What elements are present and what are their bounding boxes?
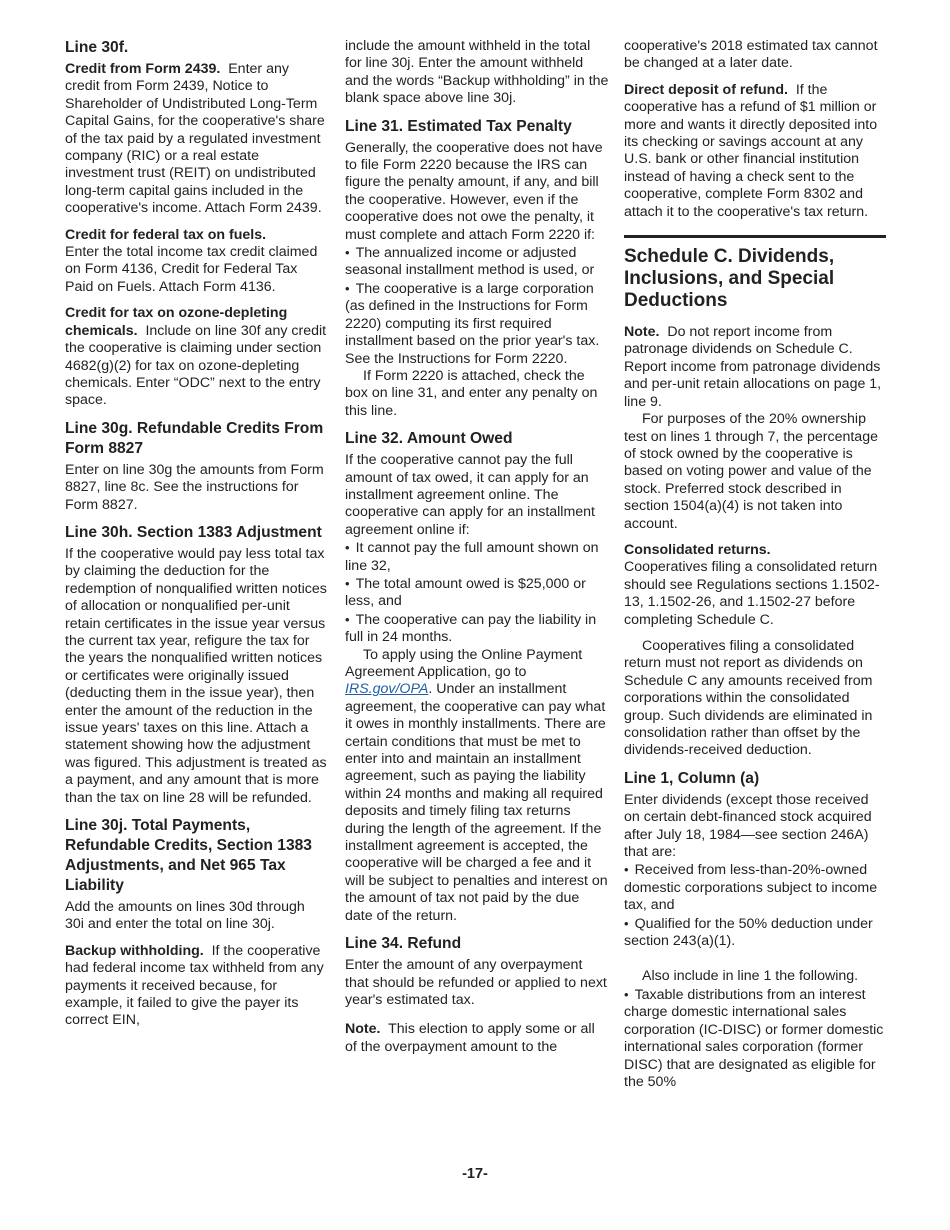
column-3 — [624, 38, 886, 1091]
section-divider — [624, 235, 886, 238]
paragraph-text: Enter the total income tax credit claimed on Form 4136, Credit for Federal Tax Paid on Fuels. Attach Form 4136. — [65, 244, 318, 295]
run-in-heading: Credit for federal tax on fuels. — [65, 226, 267, 243]
run-in-heading: Credit from Form 2439. — [65, 61, 221, 77]
paragraph-estimated-tax: cooperative's 2018 estimated tax cannot be changed at a later date. — [624, 38, 878, 72]
paragraph-consolidated — [624, 542, 886, 629]
paragraph-text: If the cooperative has a refund of $1 million or more and wants it directly deposited into its checking or savings account at any U.S. bank or other financial institution instead of having a check sent to the cooperative, complete Form 8302 and attach it to the cooperative's tax return. — [624, 81, 878, 220]
paragraph-text: To apply using the Online Payment Agreement Application, go to — [345, 646, 583, 680]
heading-line-30h: Line 30h. Section 1383 Adjustment — [65, 523, 322, 541]
paragraph-ozone — [65, 305, 327, 409]
paragraph-form-2220: Generally, the cooperative does not have to file Form 2220 because the IRS can figure the penalty amount, if any, and bill the cooperative. However, even if the cooperative does not owe the penalty, it must complete and attach Form 2220 if: — [345, 139, 603, 243]
run-in-heading: Backup withholding. — [65, 942, 204, 959]
heading-line-1-column-a: Line 1, Column (a) — [624, 769, 760, 787]
bullet-pay-24-months: • The cooperative can pay the liability in full in 24 months. — [345, 611, 609, 647]
heading-line-34: Line 34. Refund — [345, 935, 462, 953]
paragraph-text: Enter any credit from Form 2439, Notice to Shareholder of Undistributed Long-Term Capital Gains, for the cooperative's share of the tax paid by a regulated investment company (RIC) or a real estate investment trust (REIT) on undistributed long-term capital gains included in the cooperative's income. Attach Form 2439. — [65, 61, 325, 217]
paragraph-text: Cooperatives filing a consolidated return should see Regulations sections 1.1502-13, 1.1502-26, and 1.1502-27 before completing Schedule C. — [624, 559, 880, 628]
run-in-heading: Note. — [624, 324, 660, 341]
paragraph-note-election — [345, 1021, 609, 1056]
run-in-heading: Direct deposit of refund. — [624, 81, 788, 98]
heading-line-30j: Line 30j. Total Payments, Refundable Credits, Section 1383 Adjustments, and Net 965 Tax Liability — [65, 817, 312, 895]
paragraph-enter-dividends: Enter dividends (except those received on certain debt-financed stock acquired after July 18, 1984—see section 246A) that are: — [624, 791, 872, 861]
irs-opa-link[interactable]: IRS.gov/OPA — [345, 681, 429, 698]
paragraph-form-8827: Enter on line 30g the amounts from Form 8827, line 8c. See the instructions for Form 8827. — [65, 461, 324, 513]
paragraph-fuels — [65, 227, 327, 297]
column-2 — [345, 38, 609, 1056]
paragraph-text: This election to apply some or all of the overpayment amount to the — [345, 1021, 595, 1055]
bullet-less-than-20: • Received from less-than-20%-owned domestic corporations subject to income tax, and — [624, 861, 886, 914]
column-1 — [65, 38, 327, 1030]
paragraph-text: . Under an installment agreement, the cooperative can pay what it owes in monthly installments. There are certain conditions that must be met to enter into and maintain an installment agreement, such as paying the liability within 24 months and making all required deposits and timely filing tax returns during the length of the agreement. If the installment agreement is accepted, the cooperative will be charged a fee and it will be subject to penalties and interest on the amount of tax not paid by the due date of the return. — [345, 681, 608, 924]
bullet-large-corporation: • The cooperative is a large corporation (as defined in the Instructions for Form 2220) computing its first required installment based on the prior year's tax. See the Instructions for Form 2220. — [345, 280, 609, 368]
paragraph-text: Include on line 30f any credit the cooperative is claiming under section 4682(g)(2) for tax on ozone-depleting chemicals. Enter “ODC” next to the entry space. — [65, 322, 327, 409]
paragraph-amount-owed: If the cooperative cannot pay the full amount of tax owed, it can apply for an installment agreement online. The cooperative can apply for an installment agreement online if: — [345, 452, 595, 538]
paragraph-online-payment — [345, 647, 609, 926]
bullet-annualized: • The annualized income or adjusted seasonal installment method is used, or — [345, 244, 609, 280]
run-in-heading: Credit for tax on ozone-depleting chemicals. — [65, 305, 288, 339]
run-in-heading: Note. — [345, 1021, 381, 1038]
heading-line-31: Line 31. Estimated Tax Penalty — [345, 117, 572, 135]
bullet-cannot-pay: • It cannot pay the full amount shown on line 32, — [345, 539, 609, 575]
paragraph-section-1383: If the cooperative would pay less total tax by claiming the deduction for the redemption of nonqualified written notices of allocation or nonqualified per-unit retain certificates in the issue year versus the current tax year, refigure the tax for the years the nonqualified written notices or certificates were originally issued (deducting them in the issue year), then enter the amount of the reduction in the issue years' taxes on this line. Attach a statement showing how the adjustment was figured. This adjustment is treated as a payment, and any amount that is more than the tax on line 28 will be refunded. — [65, 545, 327, 806]
paragraph-form-2439 — [65, 61, 327, 218]
paragraph-refund: Enter the amount of any overpayment that should be refunded or applied to next year's estimated tax. — [345, 957, 607, 1008]
run-in-heading: Consolidated returns. — [624, 541, 771, 558]
page-number: -17- — [462, 1166, 488, 1182]
heading-line-30f: Line 30f. — [65, 39, 129, 56]
paragraph-note-patronage — [624, 324, 886, 411]
paragraph-also-include: Also include in line 1 the following. — [642, 968, 859, 985]
paragraph-text: Do not report income from patronage dividends on Schedule C. Report income from patronage dividends and per-unit retain allocations on page 1, line 9. — [624, 324, 882, 410]
paragraph-check-box: If Form 2220 is attached, check the box on line 31, and enter any penalty on this line. — [345, 367, 598, 419]
heading-line-30g: Line 30g. Refundable Credits From Form 8827 — [65, 419, 324, 457]
bullet-total-owed: • The total amount owed is $25,000 or less, and — [345, 575, 609, 611]
bullet-qualified-50: • Qualified for the 50% deduction under section 243(a)(1). — [624, 915, 886, 951]
paragraph-consolidated-dividends: Cooperatives filing a consolidated return must not report as dividends on Schedule C any amounts received from corporations within the consolidated group. Such dividends are eliminated in consolidation rather than offset by the dividends-received deduction. — [624, 637, 873, 759]
heading-line-32: Line 32. Amount Owed — [345, 430, 513, 448]
paragraph-direct-deposit — [624, 82, 886, 221]
heading-schedule-c: Schedule C. Dividends, Inclusions, and Special Deductions — [624, 246, 835, 312]
paragraph-backup-withholding — [65, 943, 327, 1030]
paragraph-text: If the cooperative had federal income tax withheld from any payments it received because, for example, it failed to give the payer its correct EIN, — [65, 942, 324, 1029]
paragraph-total-payments: Add the amounts on lines 30d through 30i and enter the total on line 30j. — [65, 899, 305, 933]
paragraph-ownership-test: For purposes of the 20% ownership test on lines 1 through 7, the percentage of stock owned by the cooperative is based on voting power and value of the stock. Preferred stock described in section 1504(a)(4) is not taken into account. — [624, 411, 878, 532]
paragraph-backup-continued: include the amount withheld in the total for line 30j. Enter the amount withheld and the words “Backup withholding” in the blank space above line 30j. — [345, 38, 609, 107]
bullet-ic-disc: • Taxable distributions from an interest charge domestic international sales corporation (IC-DISC) or former domestic international sales corporation (former DISC) that are designated as eligible for the 50% — [624, 986, 886, 1091]
